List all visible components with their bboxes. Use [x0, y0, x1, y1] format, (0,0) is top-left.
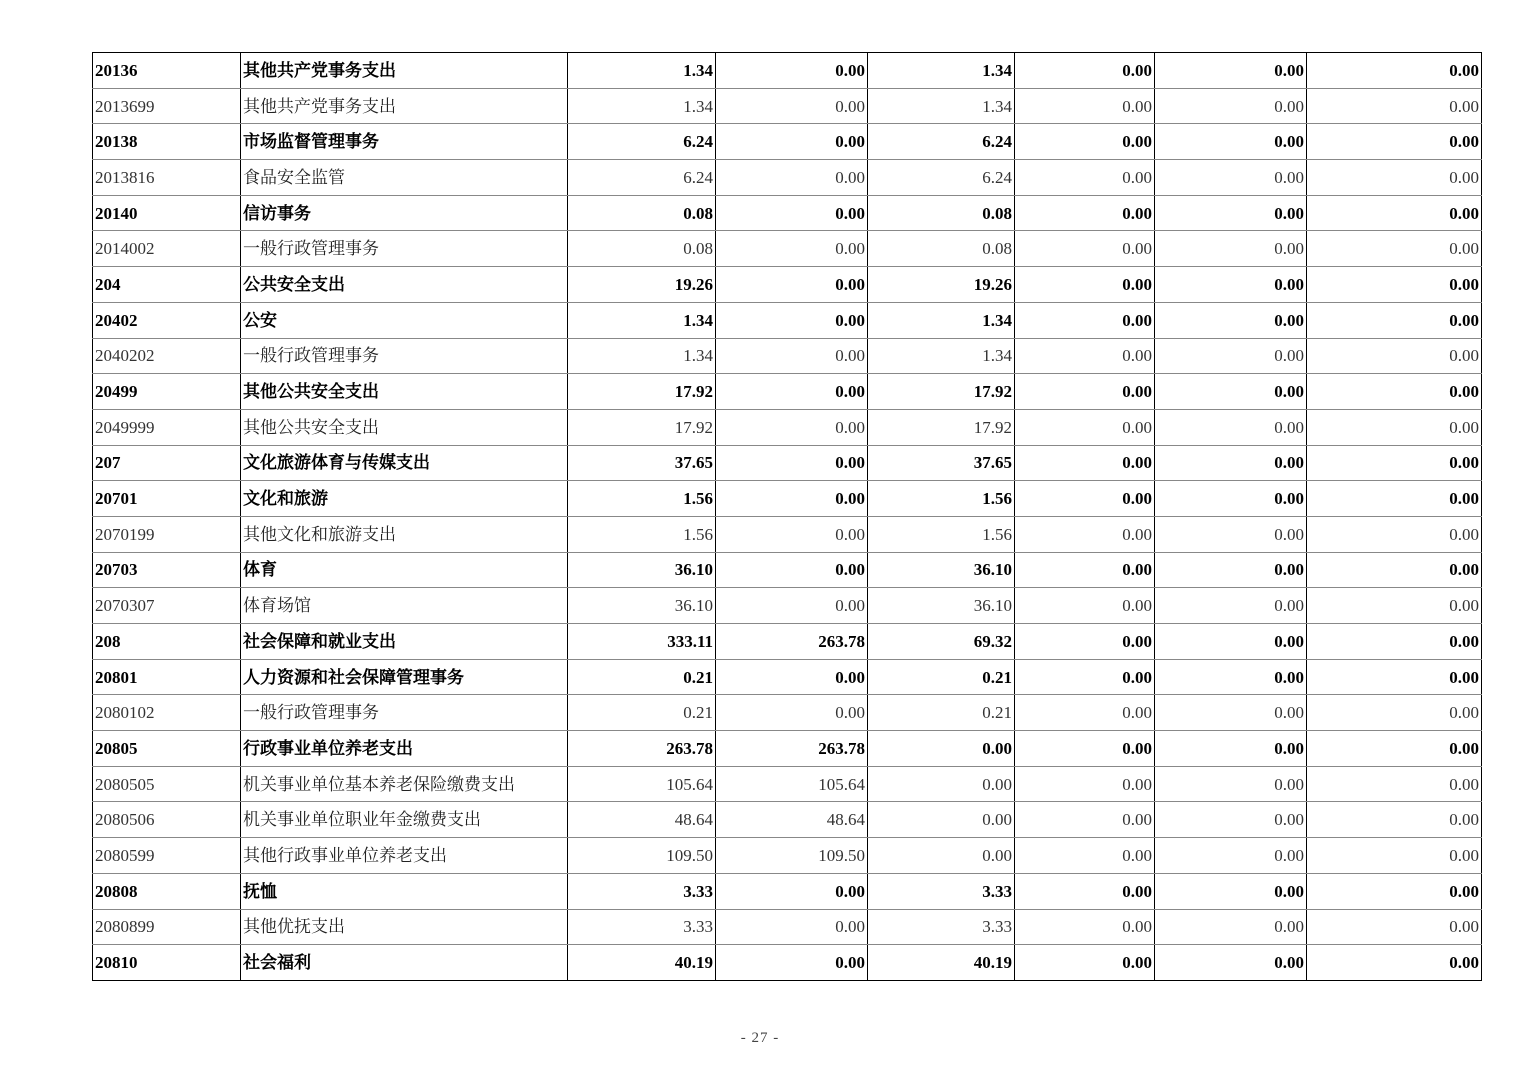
cell-col-6: 0.00: [1307, 445, 1482, 481]
cell-col-5: 0.00: [1155, 659, 1307, 695]
cell-col-6: 0.00: [1307, 552, 1482, 588]
cell-col-2: 109.50: [716, 838, 868, 874]
cell-function-code: 2070307: [93, 588, 241, 624]
cell-col-5: 0.00: [1155, 338, 1307, 374]
cell-col-1: 6.24: [568, 160, 716, 196]
cell-col-4: 0.00: [1015, 909, 1155, 945]
cell-col-2: 0.00: [716, 374, 868, 410]
cell-col-1: 333.11: [568, 624, 716, 660]
cell-col-5: 0.00: [1155, 160, 1307, 196]
cell-function-name: 食品安全监管: [241, 160, 568, 196]
cell-col-6: 0.00: [1307, 481, 1482, 517]
cell-col-4: 0.00: [1015, 838, 1155, 874]
cell-col-3: 1.56: [868, 516, 1015, 552]
cell-col-3: 1.34: [868, 302, 1015, 338]
cell-function-code: 20805: [93, 731, 241, 767]
budget-table: [92, 52, 1482, 981]
cell-col-5: 0.00: [1155, 481, 1307, 517]
cell-col-5: 0.00: [1155, 802, 1307, 838]
cell-col-4: 0.00: [1015, 231, 1155, 267]
cell-col-2: 0.00: [716, 445, 868, 481]
cell-function-name: 文化旅游体育与传媒支出: [241, 445, 568, 481]
cell-function-name: 体育场馆: [241, 588, 568, 624]
cell-col-1: 1.56: [568, 516, 716, 552]
table-row: [93, 481, 1482, 517]
cell-col-2: 0.00: [716, 945, 868, 981]
cell-col-6: 0.00: [1307, 338, 1482, 374]
cell-function-code: 20138: [93, 124, 241, 160]
cell-col-3: 0.00: [868, 766, 1015, 802]
cell-col-5: 0.00: [1155, 124, 1307, 160]
cell-col-2: 0.00: [716, 267, 868, 303]
cell-function-name: 其他文化和旅游支出: [241, 516, 568, 552]
cell-col-3: 0.21: [868, 695, 1015, 731]
cell-function-name: 一般行政管理事务: [241, 231, 568, 267]
cell-col-2: 48.64: [716, 802, 868, 838]
cell-col-1: 1.34: [568, 53, 716, 89]
cell-function-code: 2013699: [93, 88, 241, 124]
cell-col-2: 0.00: [716, 659, 868, 695]
cell-col-6: 0.00: [1307, 160, 1482, 196]
cell-col-6: 0.00: [1307, 695, 1482, 731]
cell-function-code: 2080599: [93, 838, 241, 874]
cell-function-name: 信访事务: [241, 195, 568, 231]
cell-col-5: 0.00: [1155, 302, 1307, 338]
cell-col-3: 0.08: [868, 195, 1015, 231]
cell-function-code: 208: [93, 624, 241, 660]
table-row: [93, 124, 1482, 160]
table-row: [93, 516, 1482, 552]
cell-col-1: 0.21: [568, 695, 716, 731]
cell-col-5: 0.00: [1155, 624, 1307, 660]
cell-col-1: 48.64: [568, 802, 716, 838]
cell-col-3: 3.33: [868, 909, 1015, 945]
cell-col-1: 37.65: [568, 445, 716, 481]
cell-col-5: 0.00: [1155, 195, 1307, 231]
cell-col-4: 0.00: [1015, 873, 1155, 909]
cell-col-2: 0.00: [716, 909, 868, 945]
cell-col-4: 0.00: [1015, 88, 1155, 124]
cell-col-6: 0.00: [1307, 838, 1482, 874]
cell-col-4: 0.00: [1015, 160, 1155, 196]
cell-col-5: 0.00: [1155, 53, 1307, 89]
cell-col-5: 0.00: [1155, 88, 1307, 124]
cell-function-name: 公共安全支出: [241, 267, 568, 303]
table-row: [93, 838, 1482, 874]
cell-col-2: 0.00: [716, 302, 868, 338]
cell-col-2: 0.00: [716, 873, 868, 909]
table-row: [93, 731, 1482, 767]
cell-function-name: 其他行政事业单位养老支出: [241, 838, 568, 874]
cell-col-3: 0.00: [868, 838, 1015, 874]
table-row: [93, 766, 1482, 802]
page-number: - 27 -: [740, 1030, 780, 1046]
cell-col-2: 0.00: [716, 53, 868, 89]
cell-col-1: 1.56: [568, 481, 716, 517]
cell-function-name: 其他共产党事务支出: [241, 53, 568, 89]
cell-col-4: 0.00: [1015, 409, 1155, 445]
table-row: [93, 374, 1482, 410]
cell-function-code: 20499: [93, 374, 241, 410]
cell-col-6: 0.00: [1307, 231, 1482, 267]
table-row: [93, 409, 1482, 445]
cell-function-code: 2013816: [93, 160, 241, 196]
cell-function-name: 社会福利: [241, 945, 568, 981]
cell-function-name: 人力资源和社会保障管理事务: [241, 659, 568, 695]
table-row: [93, 267, 1482, 303]
cell-col-6: 0.00: [1307, 766, 1482, 802]
cell-col-1: 109.50: [568, 838, 716, 874]
cell-col-2: 0.00: [716, 695, 868, 731]
cell-col-4: 0.00: [1015, 552, 1155, 588]
cell-function-name: 机关事业单位基本养老保险缴费支出: [241, 766, 568, 802]
cell-function-name: 其他共产党事务支出: [241, 88, 568, 124]
cell-col-4: 0.00: [1015, 267, 1155, 303]
cell-col-2: 0.00: [716, 409, 868, 445]
cell-col-1: 1.34: [568, 338, 716, 374]
cell-col-3: 0.00: [868, 802, 1015, 838]
cell-col-3: 69.32: [868, 624, 1015, 660]
table-row: [93, 588, 1482, 624]
cell-col-1: 36.10: [568, 588, 716, 624]
cell-col-1: 0.08: [568, 231, 716, 267]
cell-col-3: 37.65: [868, 445, 1015, 481]
cell-col-3: 1.34: [868, 88, 1015, 124]
cell-col-2: 0.00: [716, 481, 868, 517]
cell-col-4: 0.00: [1015, 195, 1155, 231]
cell-function-code: 20810: [93, 945, 241, 981]
cell-col-5: 0.00: [1155, 838, 1307, 874]
cell-function-name: 其他公共安全支出: [241, 374, 568, 410]
table-row: [93, 624, 1482, 660]
cell-col-5: 0.00: [1155, 267, 1307, 303]
cell-col-2: 105.64: [716, 766, 868, 802]
cell-col-3: 1.34: [868, 53, 1015, 89]
cell-col-3: 1.34: [868, 338, 1015, 374]
cell-col-2: 0.00: [716, 88, 868, 124]
table-row: [93, 802, 1482, 838]
cell-col-1: 6.24: [568, 124, 716, 160]
cell-col-2: 0.00: [716, 588, 868, 624]
cell-col-6: 0.00: [1307, 302, 1482, 338]
cell-function-name: 机关事业单位职业年金缴费支出: [241, 802, 568, 838]
table-row: [93, 552, 1482, 588]
cell-col-6: 0.00: [1307, 624, 1482, 660]
cell-function-name: 其他优抚支出: [241, 909, 568, 945]
cell-function-code: 207: [93, 445, 241, 481]
cell-col-6: 0.00: [1307, 802, 1482, 838]
cell-function-code: 2014002: [93, 231, 241, 267]
cell-col-5: 0.00: [1155, 374, 1307, 410]
cell-col-3: 0.00: [868, 731, 1015, 767]
table-row: [93, 945, 1482, 981]
cell-col-4: 0.00: [1015, 945, 1155, 981]
cell-col-5: 0.00: [1155, 731, 1307, 767]
cell-col-3: 6.24: [868, 124, 1015, 160]
cell-col-1: 36.10: [568, 552, 716, 588]
table-row: [93, 445, 1482, 481]
cell-function-code: 2080505: [93, 766, 241, 802]
cell-function-name: 行政事业单位养老支出: [241, 731, 568, 767]
cell-col-2: 0.00: [716, 195, 868, 231]
cell-col-4: 0.00: [1015, 766, 1155, 802]
cell-function-name: 市场监督管理事务: [241, 124, 568, 160]
cell-col-1: 3.33: [568, 909, 716, 945]
cell-col-2: 0.00: [716, 231, 868, 267]
cell-col-2: 0.00: [716, 338, 868, 374]
table-row: [93, 302, 1482, 338]
cell-col-1: 0.08: [568, 195, 716, 231]
table-row: [93, 659, 1482, 695]
cell-function-code: 20140: [93, 195, 241, 231]
cell-col-3: 19.26: [868, 267, 1015, 303]
cell-function-name: 抚恤: [241, 873, 568, 909]
table-row: [93, 695, 1482, 731]
cell-col-6: 0.00: [1307, 88, 1482, 124]
cell-col-5: 0.00: [1155, 552, 1307, 588]
cell-col-1: 1.34: [568, 302, 716, 338]
cell-col-1: 263.78: [568, 731, 716, 767]
cell-col-6: 0.00: [1307, 267, 1482, 303]
cell-col-3: 36.10: [868, 588, 1015, 624]
cell-col-4: 0.00: [1015, 659, 1155, 695]
cell-col-1: 17.92: [568, 374, 716, 410]
cell-col-3: 0.21: [868, 659, 1015, 695]
cell-col-5: 0.00: [1155, 766, 1307, 802]
cell-col-4: 0.00: [1015, 624, 1155, 660]
cell-col-1: 17.92: [568, 409, 716, 445]
cell-function-name: 社会保障和就业支出: [241, 624, 568, 660]
cell-col-3: 1.56: [868, 481, 1015, 517]
cell-col-4: 0.00: [1015, 802, 1155, 838]
cell-col-3: 17.92: [868, 374, 1015, 410]
cell-col-6: 0.00: [1307, 873, 1482, 909]
cell-col-6: 0.00: [1307, 195, 1482, 231]
cell-col-6: 0.00: [1307, 53, 1482, 89]
cell-function-code: 20801: [93, 659, 241, 695]
cell-col-5: 0.00: [1155, 409, 1307, 445]
cell-col-5: 0.00: [1155, 695, 1307, 731]
cell-col-6: 0.00: [1307, 516, 1482, 552]
cell-col-6: 0.00: [1307, 909, 1482, 945]
cell-function-code: 2040202: [93, 338, 241, 374]
cell-col-2: 263.78: [716, 624, 868, 660]
cell-col-5: 0.00: [1155, 945, 1307, 981]
table-row: [93, 873, 1482, 909]
cell-col-5: 0.00: [1155, 909, 1307, 945]
cell-col-5: 0.00: [1155, 873, 1307, 909]
cell-col-2: 0.00: [716, 160, 868, 196]
table-row: [93, 909, 1482, 945]
cell-col-4: 0.00: [1015, 695, 1155, 731]
cell-col-3: 3.33: [868, 873, 1015, 909]
cell-function-code: 2080506: [93, 802, 241, 838]
cell-function-code: 20701: [93, 481, 241, 517]
cell-col-5: 0.00: [1155, 231, 1307, 267]
cell-col-1: 1.34: [568, 88, 716, 124]
table-row: [93, 231, 1482, 267]
cell-function-name: 一般行政管理事务: [241, 695, 568, 731]
cell-col-2: 263.78: [716, 731, 868, 767]
cell-col-1: 40.19: [568, 945, 716, 981]
cell-col-5: 0.00: [1155, 516, 1307, 552]
cell-col-6: 0.00: [1307, 124, 1482, 160]
cell-col-5: 0.00: [1155, 445, 1307, 481]
cell-function-name: 其他公共安全支出: [241, 409, 568, 445]
cell-function-code: 20402: [93, 302, 241, 338]
cell-function-name: 公安: [241, 302, 568, 338]
cell-col-4: 0.00: [1015, 338, 1155, 374]
cell-col-2: 0.00: [716, 124, 868, 160]
cell-col-6: 0.00: [1307, 659, 1482, 695]
cell-function-code: 20703: [93, 552, 241, 588]
cell-col-1: 105.64: [568, 766, 716, 802]
cell-col-2: 0.00: [716, 516, 868, 552]
table-row: [93, 88, 1482, 124]
cell-function-code: 2070199: [93, 516, 241, 552]
cell-col-4: 0.00: [1015, 53, 1155, 89]
cell-col-1: 0.21: [568, 659, 716, 695]
table-body: [93, 53, 1482, 981]
cell-col-6: 0.00: [1307, 588, 1482, 624]
cell-function-code: 20136: [93, 53, 241, 89]
cell-col-1: 19.26: [568, 267, 716, 303]
cell-col-4: 0.00: [1015, 302, 1155, 338]
cell-col-4: 0.00: [1015, 481, 1155, 517]
cell-function-code: 2049999: [93, 409, 241, 445]
cell-col-1: 3.33: [568, 873, 716, 909]
cell-col-4: 0.00: [1015, 731, 1155, 767]
cell-col-4: 0.00: [1015, 445, 1155, 481]
table-row: [93, 53, 1482, 89]
cell-col-3: 6.24: [868, 160, 1015, 196]
cell-function-name: 文化和旅游: [241, 481, 568, 517]
cell-col-4: 0.00: [1015, 124, 1155, 160]
cell-col-3: 0.08: [868, 231, 1015, 267]
cell-function-name: 一般行政管理事务: [241, 338, 568, 374]
cell-function-code: 204: [93, 267, 241, 303]
cell-function-name: 体育: [241, 552, 568, 588]
cell-function-code: 20808: [93, 873, 241, 909]
cell-col-4: 0.00: [1015, 588, 1155, 624]
cell-col-4: 0.00: [1015, 516, 1155, 552]
cell-col-3: 40.19: [868, 945, 1015, 981]
cell-col-6: 0.00: [1307, 409, 1482, 445]
cell-col-3: 36.10: [868, 552, 1015, 588]
cell-col-6: 0.00: [1307, 945, 1482, 981]
table-row: [93, 195, 1482, 231]
cell-col-4: 0.00: [1015, 374, 1155, 410]
cell-col-6: 0.00: [1307, 731, 1482, 767]
cell-function-code: 2080102: [93, 695, 241, 731]
cell-col-5: 0.00: [1155, 588, 1307, 624]
cell-col-2: 0.00: [716, 552, 868, 588]
cell-function-code: 2080899: [93, 909, 241, 945]
cell-col-6: 0.00: [1307, 374, 1482, 410]
cell-col-3: 17.92: [868, 409, 1015, 445]
table-row: [93, 338, 1482, 374]
table-row: [93, 160, 1482, 196]
